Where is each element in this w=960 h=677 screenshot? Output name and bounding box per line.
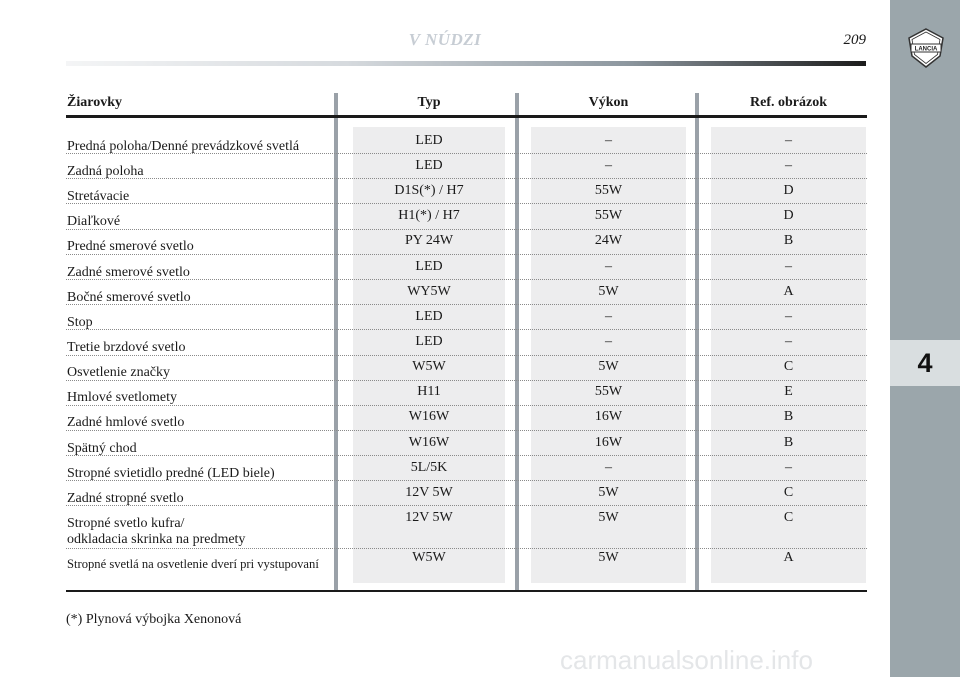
bulb-type: LED — [415, 259, 443, 274]
bulb-type: 5L/5K — [410, 460, 448, 475]
row-separator — [66, 480, 867, 481]
bulb-power: – — [605, 309, 612, 324]
bulb-name: Zadné hmlové svetlo — [67, 415, 185, 430]
table-top-rule — [66, 115, 867, 118]
bulb-name: Tretie brzdové svetlo — [67, 340, 186, 355]
footnote: (*) Plynová výbojka Xenonová — [66, 612, 242, 627]
bulb-power: 5W — [598, 510, 619, 525]
bulb-power: 55W — [594, 208, 623, 223]
bulb-power: – — [605, 334, 612, 349]
row-separator — [66, 203, 867, 204]
page-section-title: V NÚDZI — [408, 30, 482, 49]
bulb-name: Bočné smerové svetlo — [67, 290, 191, 305]
bulb-ref: C — [783, 359, 794, 374]
bulb-type: W5W — [412, 359, 446, 374]
bulb-type: D1S(*) / H7 — [394, 183, 464, 198]
column-divider — [334, 93, 338, 591]
bulb-ref: E — [784, 384, 793, 399]
header-bulbs: Žiarovky — [67, 95, 122, 110]
row-separator — [66, 178, 867, 179]
bulb-power: 5W — [598, 550, 619, 565]
bulb-power: 16W — [594, 435, 623, 450]
bulb-name: Osvetlenie značky — [67, 365, 171, 380]
bulb-name: Zadné stropné svetlo — [67, 491, 184, 506]
chapter-sidebar — [890, 0, 960, 677]
bulb-ref: D — [783, 183, 794, 198]
bulb-type: H1(*) / H7 — [398, 208, 460, 223]
bulb-name: Predná poloha/Denné prevádzkové svetlá — [67, 139, 300, 154]
bulb-power: 55W — [594, 183, 623, 198]
bulb-type: LED — [415, 309, 443, 324]
bulb-ref: – — [785, 133, 792, 148]
bulb-name: Diaľkové — [67, 214, 121, 229]
header-gradient-rule — [66, 61, 866, 66]
bulb-power: – — [605, 133, 612, 148]
bulb-ref: A — [783, 284, 794, 299]
row-separator — [66, 304, 867, 305]
bulb-type: LED — [415, 133, 443, 148]
bulb-power: – — [605, 460, 612, 475]
bulb-ref: C — [783, 485, 794, 500]
bulb-ref: C — [783, 510, 794, 525]
row-separator — [66, 380, 867, 381]
row-separator — [66, 455, 867, 456]
bulb-ref: – — [785, 158, 792, 173]
bulb-ref: B — [783, 435, 794, 450]
header-type: Typ — [417, 95, 441, 110]
bulb-type: LED — [415, 158, 443, 173]
row-separator — [66, 329, 867, 330]
row-separator — [66, 430, 867, 431]
header-power: Výkon — [588, 95, 629, 110]
bulb-type: 12V 5W — [405, 510, 453, 525]
bulb-power: 55W — [594, 384, 623, 399]
row-separator — [66, 229, 867, 230]
row-separator — [66, 355, 867, 356]
bulb-power: 5W — [598, 485, 619, 500]
row-separator — [66, 153, 867, 154]
bulb-ref: – — [785, 259, 792, 274]
bulb-name-line2: odkladacia skrinka na predmety — [67, 532, 246, 547]
watermark: carmanualsonline.info — [560, 645, 813, 675]
bulb-ref: – — [785, 309, 792, 324]
bulb-name: Zadná poloha — [67, 164, 144, 179]
row-separator — [66, 279, 867, 280]
header-ref: Ref. obrázok — [750, 95, 827, 110]
bulb-power: – — [605, 259, 612, 274]
bulb-power: 24W — [594, 233, 623, 248]
row-separator — [66, 548, 867, 549]
bulb-type: W5W — [412, 550, 446, 565]
bulb-type: H11 — [417, 384, 441, 399]
bulb-ref: A — [783, 550, 794, 565]
row-separator — [66, 254, 867, 255]
bulb-power: 5W — [598, 359, 619, 374]
bulb-type: W16W — [408, 435, 450, 450]
bulb-name: Stropné svietidlo predné (LED biele) — [67, 466, 275, 481]
bulb-ref: B — [783, 409, 794, 424]
bulb-name: Stropné svetlo kufra/ — [67, 516, 185, 531]
bulb-type: LED — [415, 334, 443, 349]
bulb-ref: B — [783, 233, 794, 248]
bulb-power: 5W — [598, 284, 619, 299]
bulb-type: PY 24W — [404, 233, 454, 248]
bulb-power: 16W — [594, 409, 623, 424]
bulb-name: Zadné smerové svetlo — [67, 265, 190, 280]
column-divider — [695, 93, 699, 591]
chapter-tab-4[interactable]: 4 — [890, 340, 960, 386]
lancia-logo-icon — [907, 28, 945, 68]
bulb-name: Predné smerové svetlo — [67, 239, 194, 254]
bulb-type: WY5W — [407, 284, 451, 299]
table-bottom-rule — [66, 590, 867, 592]
bulb-name: Hmlové svetlomety — [67, 390, 178, 405]
bulb-type: 12V 5W — [405, 485, 453, 500]
bulb-power: – — [605, 158, 612, 173]
bulb-name: Stop — [67, 315, 93, 330]
column-divider — [515, 93, 519, 591]
bulb-name: Spätný chod — [67, 441, 137, 456]
bulb-name: Stropné svetlá na osvetlenie dverí pri vystupovaní — [67, 557, 319, 571]
logo-text: LANCIA — [914, 46, 938, 53]
bulb-ref: D — [783, 208, 794, 223]
bulb-ref: – — [785, 460, 792, 475]
page-number: 209 — [843, 32, 866, 48]
bulb-name: Stretávacie — [67, 189, 130, 204]
row-separator — [66, 505, 867, 506]
bulb-ref: – — [785, 334, 792, 349]
row-separator — [66, 405, 867, 406]
bulb-type: W16W — [408, 409, 450, 424]
